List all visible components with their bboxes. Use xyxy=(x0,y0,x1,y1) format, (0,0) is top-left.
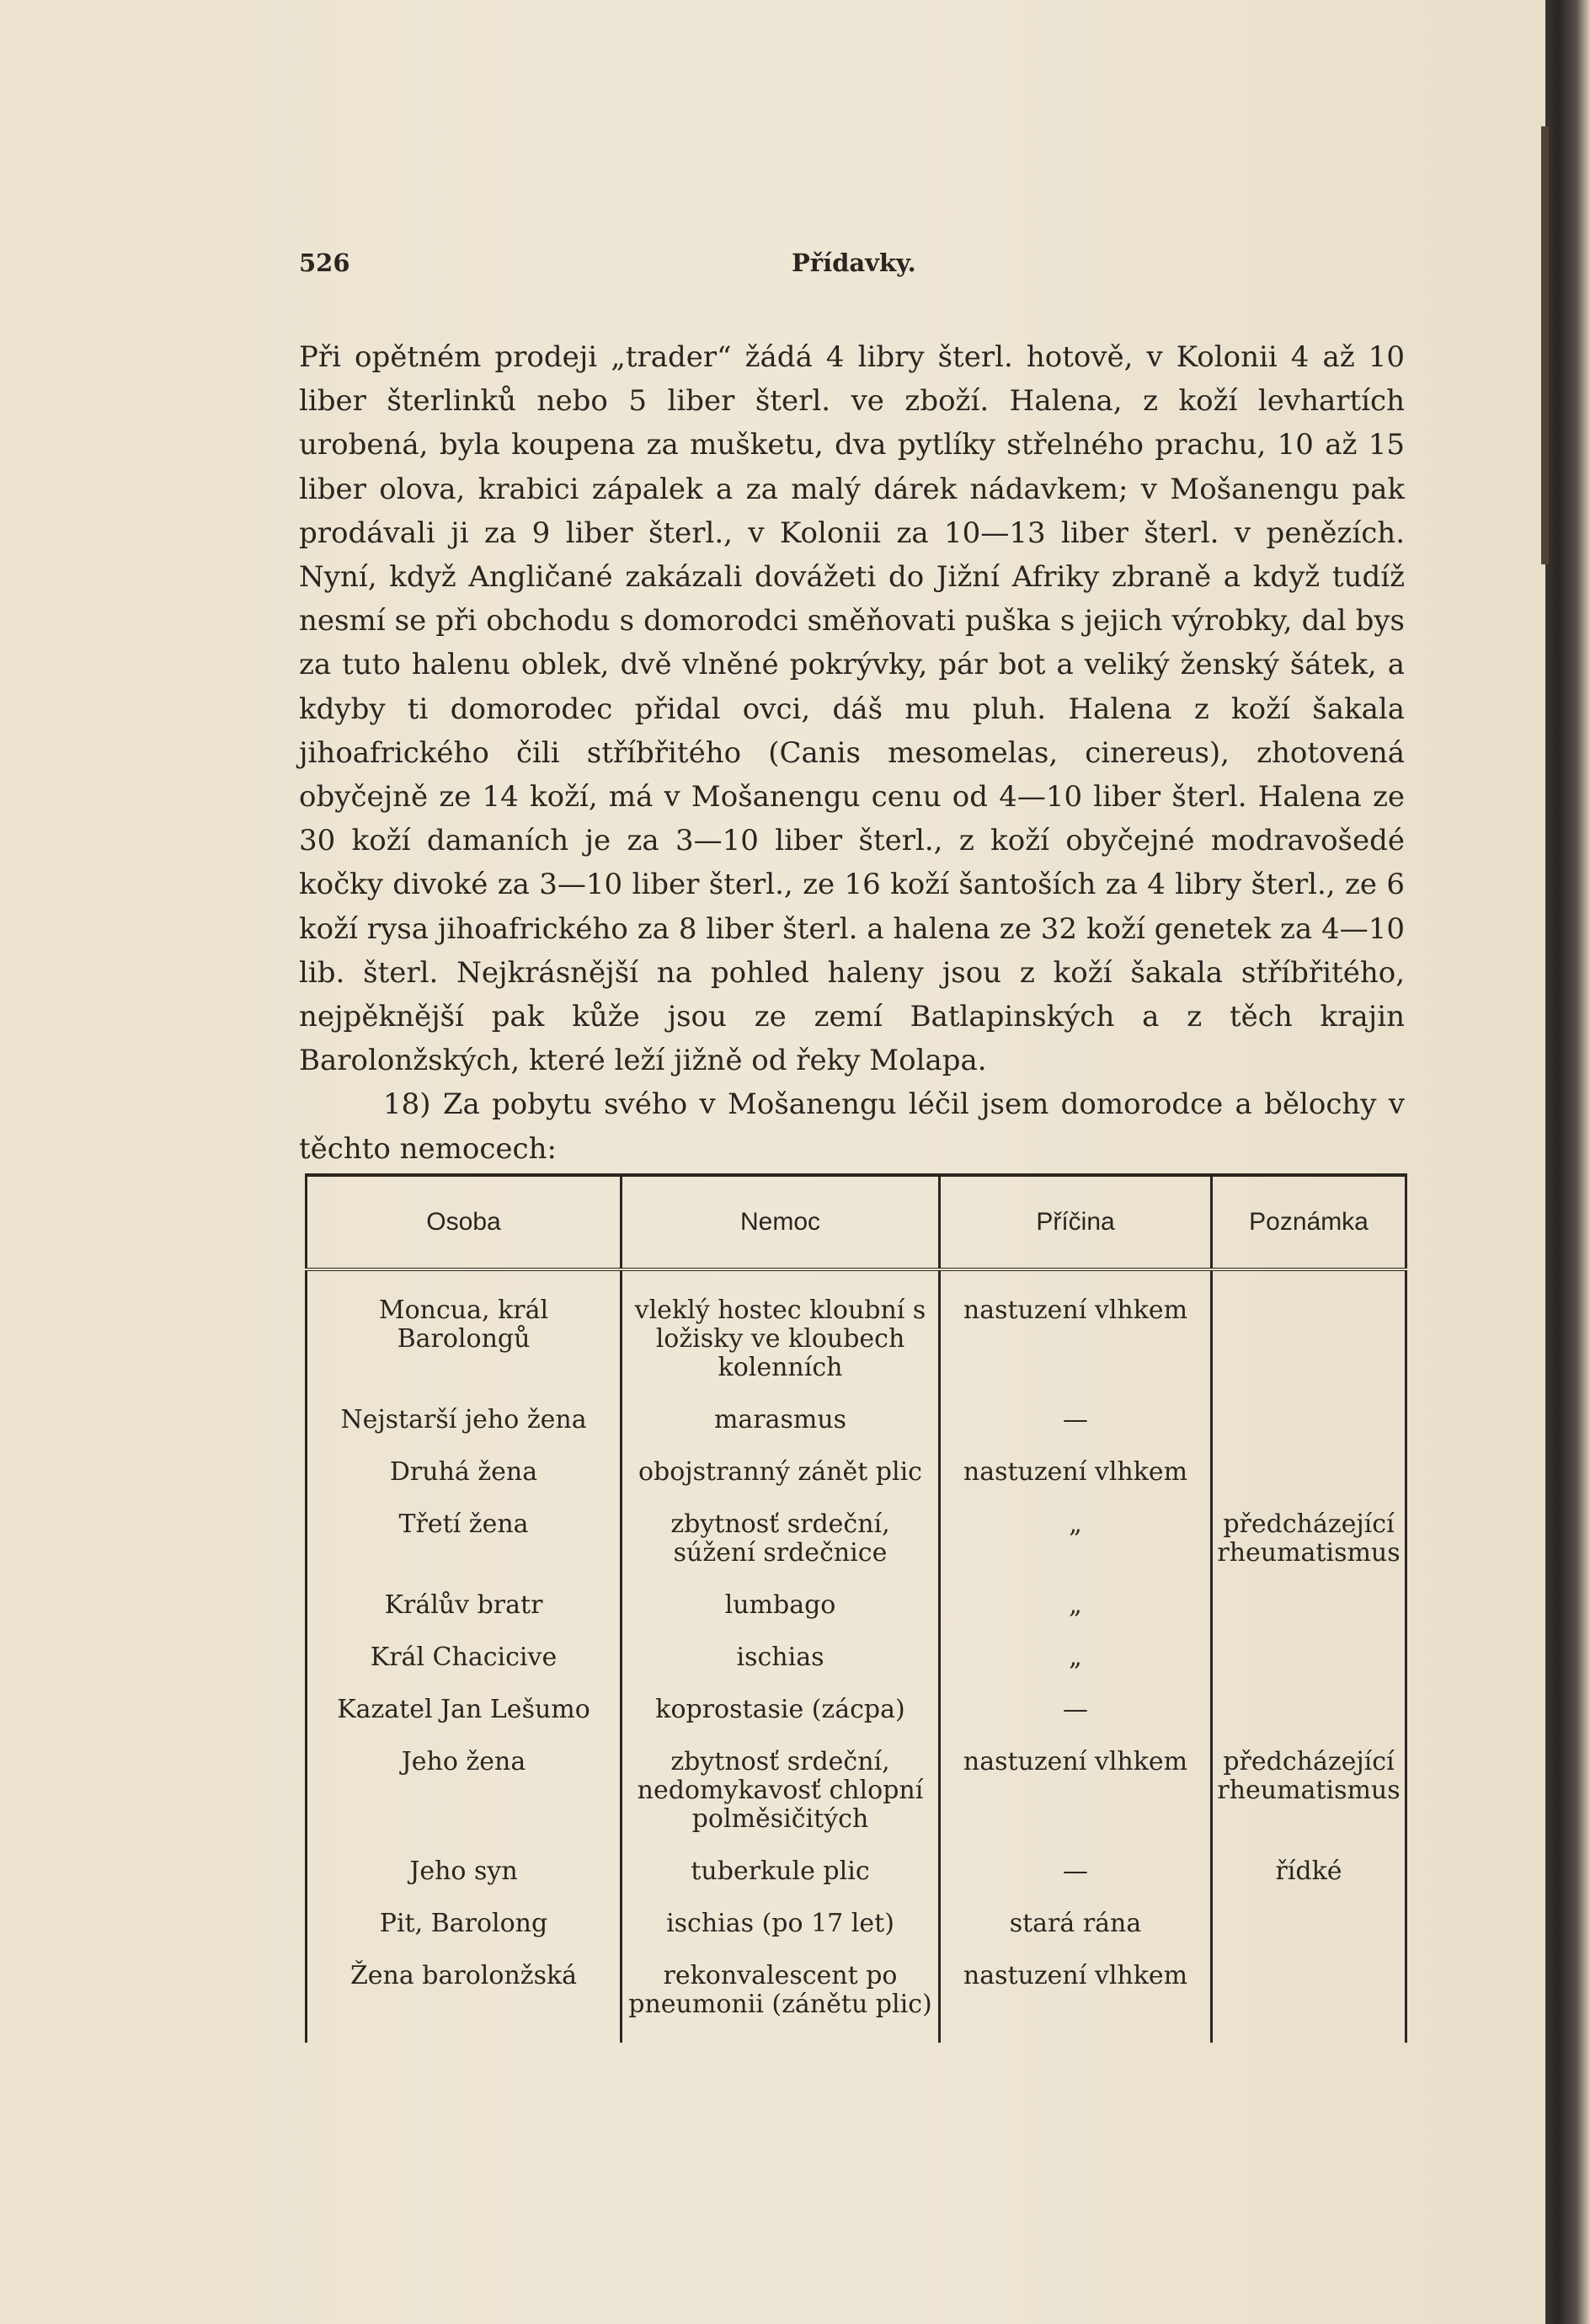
table-cell xyxy=(1212,1458,1406,1510)
table-row xyxy=(307,1910,1406,1962)
table-cell xyxy=(1212,1269,1406,1406)
table-cell: — xyxy=(940,1857,1212,1910)
table-cell xyxy=(1212,1910,1406,1962)
table-row xyxy=(307,1962,1406,2043)
table-row xyxy=(307,1643,1406,1696)
table-cell: „ xyxy=(940,1643,1212,1696)
body-text xyxy=(299,335,1405,1171)
table-row xyxy=(307,1458,1406,1510)
table-cell xyxy=(1212,1962,1406,2043)
table-cell: řídké xyxy=(1212,1857,1406,1910)
table-cell xyxy=(1212,1696,1406,1748)
table-cell: zbytnosť srdeční, súžení srdečnice xyxy=(622,1510,940,1591)
table-cell: ischias (po 17 let) xyxy=(622,1910,940,1962)
table-cell xyxy=(1212,1406,1406,1458)
table-cell: Kazatel Jan Lešumo xyxy=(307,1696,622,1748)
table-cell: tuberkule plic xyxy=(622,1857,940,1910)
table-row xyxy=(307,1748,1406,1857)
table-cell: nastuzení vlhkem xyxy=(940,1458,1212,1510)
table-row xyxy=(307,1406,1406,1458)
table-cell: marasmus xyxy=(622,1406,940,1458)
paragraph: Při opětném prodeji „trader“ žádá 4 libry šterl. hotově, v Kolonii 4 až 10 liber šterlinků nebo 5 liber šterl. ve zboží. Halena, z koží levhartích urobená, byla koupena za mušketu, dva pytlíky střelného prachu, 10 až 15 liber olova, krabici zápalek a za malý dárek nádavkem; v Mošanengu pak prodávali ji za 9 liber šterl., v Kolonii za 10—13 liber šterl. v penězích. Nyní, když Angličané zakázali dovážeti do Jižní Afriky zbraně a když tudíž nesmí se při obchodu s domorodci směňovati puška s jejich výrobky, dal bys za tuto halenu oblek, dvě vlněné pokrývky, pár bot a veliký ženský šátek, a kdyby ti domorodec přidal ovci, dáš mu pluh. Halena z koží šakala jihoafrického čili stříbřitého (Canis mesomelas, cinereus), zhotovená obyčejně ze 14 koží, má v Mošanengu cenu od 4—10 liber šterl. Halena ze 30 koží damaních je za 3—10 liber šterl., z koží obyčejné modravošedé kočky divoké za 3—10 liber šterl., ze 16 koží šantoších za 4 libry šterl., ze 6 koží rysa jihoafrického za 8 liber šterl. a halena ze 32 koží genetek za 4—10 lib. šterl. Nejkrásnější na pohled haleny jsou z koží šakala stříbřitého, nejpěknější pak kůže jsou ze zemí Batlapinských a z těch krajin Barolonžských, které leží jižně od řeky Molapa. xyxy=(299,340,1405,1078)
table-cell: Druhá žena xyxy=(307,1458,622,1510)
table-cell: ischias xyxy=(622,1643,940,1696)
table-cell: koprostasie (zácpa) xyxy=(622,1696,940,1748)
table-cell: nastuzení vlhkem xyxy=(940,1748,1212,1857)
paragraph: 18) Za pobytu svého v Mošanengu léčil jsem domorodce a bělochy v těchto nemocech: xyxy=(299,1087,1405,1166)
table-cell: Král Chacicive xyxy=(307,1643,622,1696)
table-cell: stará rána xyxy=(940,1910,1212,1962)
table-cell: nastuzení vlhkem xyxy=(940,1269,1212,1406)
page-number: 526 xyxy=(299,248,350,277)
table-cell: zbytnosť srdeční, nedomykavosť chlopní polměsičitých xyxy=(622,1748,940,1857)
table-cell: Jeho žena xyxy=(307,1748,622,1857)
table-cell xyxy=(1212,1643,1406,1696)
table-cell: Žena barolonžská xyxy=(307,1962,622,2043)
table-row xyxy=(307,1591,1406,1643)
table-row xyxy=(307,1857,1406,1910)
table-cell: nastuzení vlhkem xyxy=(940,1962,1212,2043)
table-cell: Moncua, král Barolongů xyxy=(307,1269,622,1406)
table-cell: lumbago xyxy=(622,1591,940,1643)
table-row xyxy=(307,1510,1406,1591)
column-header: Osoba xyxy=(307,1175,622,1269)
table-cell xyxy=(1212,1591,1406,1643)
table-row xyxy=(307,1696,1406,1748)
book-spine xyxy=(1545,0,1590,2324)
table-cell: předcházející rheumatismus xyxy=(1212,1748,1406,1857)
disease-table xyxy=(305,1173,1405,2018)
table-cell: „ xyxy=(940,1510,1212,1591)
table-cell: rekonvalescent po pneumonii (zánětu plic) xyxy=(622,1962,940,2043)
column-header: Nemoc xyxy=(622,1175,940,1269)
table-row xyxy=(307,1269,1406,1406)
table-cell: vleklý hostec kloubní s ložisky ve kloubech kolenních xyxy=(622,1269,940,1406)
running-title: Přídavky. xyxy=(792,248,916,277)
spine-shadow xyxy=(1541,126,1549,564)
table-cell: předcházející rheumatismus xyxy=(1212,1510,1406,1591)
table-cell: — xyxy=(940,1696,1212,1748)
table-cell: „ xyxy=(940,1591,1212,1643)
table-cell: — xyxy=(940,1406,1212,1458)
table-cell: obojstranný zánět plic xyxy=(622,1458,940,1510)
column-header: Příčina xyxy=(940,1175,1212,1269)
page-header xyxy=(299,248,1405,282)
table-cell: Třetí žena xyxy=(307,1510,622,1591)
table-cell: Jeho syn xyxy=(307,1857,622,1910)
table-cell: Pit, Barolong xyxy=(307,1910,622,1962)
table-cell: Králův bratr xyxy=(307,1591,622,1643)
table-header-row xyxy=(307,1175,1406,1269)
table-cell: Nejstarší jeho žena xyxy=(307,1406,622,1458)
column-header: Poznámka xyxy=(1212,1175,1406,1269)
